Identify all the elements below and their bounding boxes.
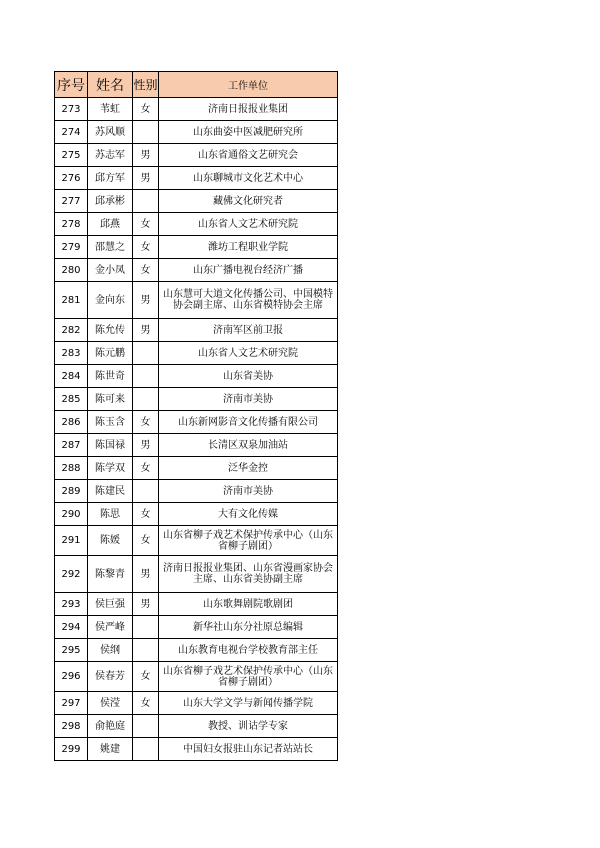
cell-unit: 济南日报报业集团 <box>159 98 338 121</box>
cell-unit: 山东省通俗文艺研究会 <box>159 144 338 167</box>
cell-sex <box>133 616 159 639</box>
cell-sex: 女 <box>133 662 159 692</box>
table-row <box>55 190 338 213</box>
cell-unit: 山东曲姿中医减肥研究所 <box>159 121 338 144</box>
cell-name: 俞艳庭 <box>88 715 133 738</box>
table-row <box>55 411 338 434</box>
cell-sex <box>133 365 159 388</box>
table-body <box>55 98 338 761</box>
cell-no: 276 <box>55 167 88 190</box>
cell-name: 侯纲 <box>88 639 133 662</box>
table-row <box>55 526 338 556</box>
member-table <box>54 71 338 761</box>
cell-unit: 济南军区前卫报 <box>159 319 338 342</box>
cell-name: 邵慧之 <box>88 236 133 259</box>
cell-name: 陈思 <box>88 503 133 526</box>
cell-unit: 教授、训诂学专家 <box>159 715 338 738</box>
table-row <box>55 259 338 282</box>
table-row <box>55 319 338 342</box>
cell-unit: 济南市美协 <box>159 480 338 503</box>
cell-sex: 男 <box>133 319 159 342</box>
cell-no: 298 <box>55 715 88 738</box>
cell-name: 邱方军 <box>88 167 133 190</box>
cell-unit: 山东广播电视台经济广播 <box>159 259 338 282</box>
header-name: 姓名 <box>88 72 133 98</box>
cell-no: 297 <box>55 692 88 715</box>
cell-name: 侯滢 <box>88 692 133 715</box>
cell-no: 280 <box>55 259 88 282</box>
cell-unit: 山东教育电视台学校教育部主任 <box>159 639 338 662</box>
cell-name: 陈元鹏 <box>88 342 133 365</box>
table-row <box>55 144 338 167</box>
cell-name: 苏志军 <box>88 144 133 167</box>
cell-name: 陈国禄 <box>88 434 133 457</box>
cell-unit: 藏佛文化研究者 <box>159 190 338 213</box>
cell-no: 285 <box>55 388 88 411</box>
cell-no: 290 <box>55 503 88 526</box>
cell-no: 275 <box>55 144 88 167</box>
cell-sex: 男 <box>133 144 159 167</box>
cell-unit: 新华社山东分社原总编辑 <box>159 616 338 639</box>
cell-unit: 山东省柳子戏艺术保护传承中心（山东省柳子剧团） <box>159 662 338 692</box>
cell-sex <box>133 480 159 503</box>
cell-sex <box>133 738 159 761</box>
cell-name: 陈玉含 <box>88 411 133 434</box>
table-row <box>55 556 338 593</box>
header-sex: 性别 <box>133 72 159 98</box>
header-no: 序号 <box>55 72 88 98</box>
cell-name: 陈可来 <box>88 388 133 411</box>
table-row <box>55 692 338 715</box>
cell-name: 姚建 <box>88 738 133 761</box>
cell-unit: 长清区双泉加油站 <box>159 434 338 457</box>
cell-name: 侯春芳 <box>88 662 133 692</box>
cell-unit: 山东新网影音文化传播有限公司 <box>159 411 338 434</box>
cell-no: 292 <box>55 556 88 593</box>
cell-sex <box>133 715 159 738</box>
table-row <box>55 662 338 692</box>
table-row <box>55 121 338 144</box>
cell-name: 陈黎青 <box>88 556 133 593</box>
table-header-row <box>55 72 338 98</box>
cell-name: 苇虹 <box>88 98 133 121</box>
cell-sex: 男 <box>133 167 159 190</box>
cell-name: 陈世奇 <box>88 365 133 388</box>
cell-unit: 潍坊工程职业学院 <box>159 236 338 259</box>
cell-name: 邱燕 <box>88 213 133 236</box>
cell-sex: 女 <box>133 213 159 236</box>
cell-no: 288 <box>55 457 88 480</box>
table-row <box>55 715 338 738</box>
cell-name: 陈媛 <box>88 526 133 556</box>
table-row <box>55 342 338 365</box>
cell-sex: 男 <box>133 593 159 616</box>
cell-name: 侯巨强 <box>88 593 133 616</box>
table-row <box>55 365 338 388</box>
table-row <box>55 167 338 190</box>
header-unit: 工作单位 <box>159 72 338 98</box>
cell-unit: 山东省美协 <box>159 365 338 388</box>
cell-sex: 男 <box>133 434 159 457</box>
table-row <box>55 593 338 616</box>
cell-no: 295 <box>55 639 88 662</box>
table-row <box>55 236 338 259</box>
cell-unit: 济南市美协 <box>159 388 338 411</box>
cell-sex: 女 <box>133 692 159 715</box>
cell-sex: 女 <box>133 259 159 282</box>
cell-sex: 女 <box>133 236 159 259</box>
cell-no: 299 <box>55 738 88 761</box>
cell-unit: 济南日报报业集团、山东省漫画家协会主席、山东省美协副主席 <box>159 556 338 593</box>
cell-unit: 中国妇女报驻山东记者站站长 <box>159 738 338 761</box>
cell-unit: 山东省人文艺术研究院 <box>159 213 338 236</box>
cell-no: 293 <box>55 593 88 616</box>
table-row <box>55 213 338 236</box>
cell-unit: 山东聊城市文化艺术中心 <box>159 167 338 190</box>
cell-sex <box>133 639 159 662</box>
cell-name: 苏风顺 <box>88 121 133 144</box>
cell-sex <box>133 342 159 365</box>
table-row <box>55 457 338 480</box>
cell-no: 296 <box>55 662 88 692</box>
cell-unit: 山东省人文艺术研究院 <box>159 342 338 365</box>
cell-unit: 山东歌舞剧院歌剧团 <box>159 593 338 616</box>
cell-name: 陈允传 <box>88 319 133 342</box>
cell-no: 286 <box>55 411 88 434</box>
table-row <box>55 738 338 761</box>
cell-no: 282 <box>55 319 88 342</box>
cell-sex: 男 <box>133 556 159 593</box>
cell-name: 陈建民 <box>88 480 133 503</box>
cell-name: 金向东 <box>88 282 133 319</box>
cell-name: 邱承彬 <box>88 190 133 213</box>
cell-no: 291 <box>55 526 88 556</box>
cell-no: 273 <box>55 98 88 121</box>
cell-unit: 泛华金控 <box>159 457 338 480</box>
cell-name: 金小凤 <box>88 259 133 282</box>
table-row <box>55 434 338 457</box>
cell-sex <box>133 190 159 213</box>
cell-no: 278 <box>55 213 88 236</box>
table-row <box>55 616 338 639</box>
cell-unit: 山东省柳子戏艺术保护传承中心（山东省柳子剧团） <box>159 526 338 556</box>
table-row <box>55 480 338 503</box>
cell-sex: 女 <box>133 457 159 480</box>
table-row <box>55 503 338 526</box>
cell-no: 277 <box>55 190 88 213</box>
cell-unit: 山东慧可大道文化传播公司、中国模特协会副主席、山东省模特协会主席 <box>159 282 338 319</box>
cell-sex: 男 <box>133 282 159 319</box>
cell-no: 283 <box>55 342 88 365</box>
cell-no: 274 <box>55 121 88 144</box>
table-row <box>55 639 338 662</box>
cell-name: 侯严峰 <box>88 616 133 639</box>
cell-sex: 女 <box>133 526 159 556</box>
cell-name: 陈学双 <box>88 457 133 480</box>
cell-no: 294 <box>55 616 88 639</box>
cell-unit: 大有文化传媒 <box>159 503 338 526</box>
table-row <box>55 98 338 121</box>
cell-no: 281 <box>55 282 88 319</box>
cell-sex: 女 <box>133 503 159 526</box>
cell-sex: 女 <box>133 98 159 121</box>
cell-no: 284 <box>55 365 88 388</box>
cell-no: 287 <box>55 434 88 457</box>
table-row <box>55 282 338 319</box>
table-row <box>55 388 338 411</box>
cell-no: 289 <box>55 480 88 503</box>
cell-sex <box>133 388 159 411</box>
cell-sex <box>133 121 159 144</box>
cell-unit: 山东大学文学与新闻传播学院 <box>159 692 338 715</box>
cell-no: 279 <box>55 236 88 259</box>
cell-sex: 女 <box>133 411 159 434</box>
